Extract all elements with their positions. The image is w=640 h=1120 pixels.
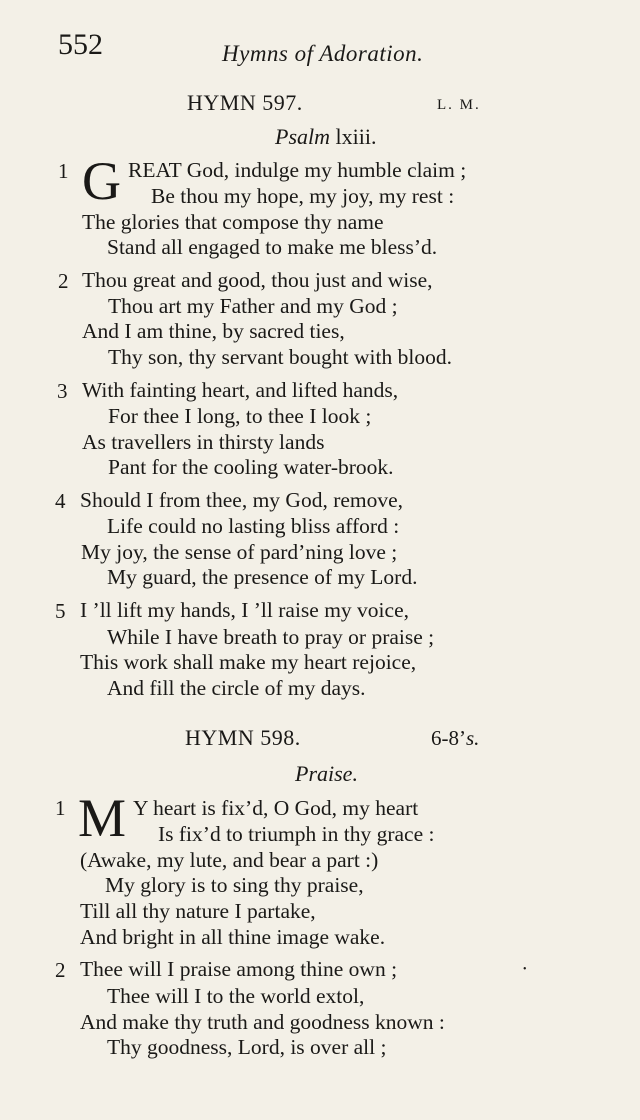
verse-line: And bright in all thine image wake. [80,925,386,949]
verse-line: The glories that compose thy name [82,210,384,234]
verse-line: This work shall make my heart rejoice, [80,650,417,674]
stanza-number: 1 [58,159,69,183]
verse-line: REAT God, indulge my humble claim ; [128,158,467,182]
verse-line: Stand all engaged to make me bless’d. [107,235,438,259]
verse-line: (Awake, my lute, and bear a part :) [80,848,379,872]
verse-line: My joy, the sense of pard’ning love ; [81,540,398,564]
stanza-number: 2 [58,269,69,293]
stray-mark: • [523,964,527,975]
stanza-number: 4 [55,489,66,513]
hymn-598-subtitle [295,763,358,785]
verse-line: Pant for the cooling water-brook. [108,455,394,479]
verse-line: Thee will I praise among thine own ; [80,957,398,981]
verse-line: My glory is to sing thy praise, [105,873,364,897]
verse-line: With fainting heart, and lifted hands, [82,378,399,402]
running-title: Hymns of Adoration. [222,41,424,66]
verse-line: Be thou my hope, my joy, my rest : [151,184,455,208]
verse-line: Life could no lasting bliss afford : [107,514,400,538]
verse-line: My guard, the presence of my Lord. [107,565,418,589]
verse-line: As travellers in thirsty lands [82,430,325,454]
verse-line: And fill the circle of my days. [107,676,366,700]
page-number: 552 [58,28,103,61]
hymn-598-title: HYMN 598. [185,725,301,750]
verse-line: Thy goodness, Lord, is over all ; [107,1035,387,1059]
verse-line: And I am thine, by sacred ties, [82,319,345,343]
verse-line: Is fix’d to triumph in thy grace : [158,822,435,846]
verse-line: Thee will I to the world extol, [107,984,365,1008]
stanza-number: 2 [55,958,66,982]
verse-line: For thee I long, to thee I look ; [108,404,372,428]
verse-line: Thy son, thy servant bought with blood. [108,345,452,369]
hymn-598-meter [431,728,479,749]
stanza-number: 3 [57,379,68,403]
hymn-597-meter: L. M. [437,97,481,113]
meter-italic: s. [466,726,480,750]
stanza-number: 5 [55,599,66,623]
subtitle-italic: Praise. [295,761,358,786]
verse-line: Y heart is fix’d, O God, my heart [133,796,419,820]
hymn-597-title: HYMN 597. [187,90,303,115]
subtitle-italic: Psalm [275,124,330,149]
verse-line: While I have breath to pray or praise ; [107,625,435,649]
verse-line: Till all thy nature I partake, [80,899,316,923]
verse-line: Thou great and good, thou just and wise, [82,268,433,292]
stanza-number: 1 [55,796,66,820]
verse-line: Should I from thee, my God, remove, [80,488,404,512]
drop-cap: M [78,788,127,848]
subtitle-roman: lxiii. [335,124,377,149]
meter-roman: 6-8’ [431,726,466,750]
verse-line: I ’ll lift my hands, I ’ll raise my voice, [80,598,409,622]
hymn-597-subtitle [275,126,376,148]
verse-line: Thou art my Father and my God ; [108,294,398,318]
drop-cap: G [82,151,121,211]
verse-line: And make thy truth and goodness known : [80,1010,445,1034]
